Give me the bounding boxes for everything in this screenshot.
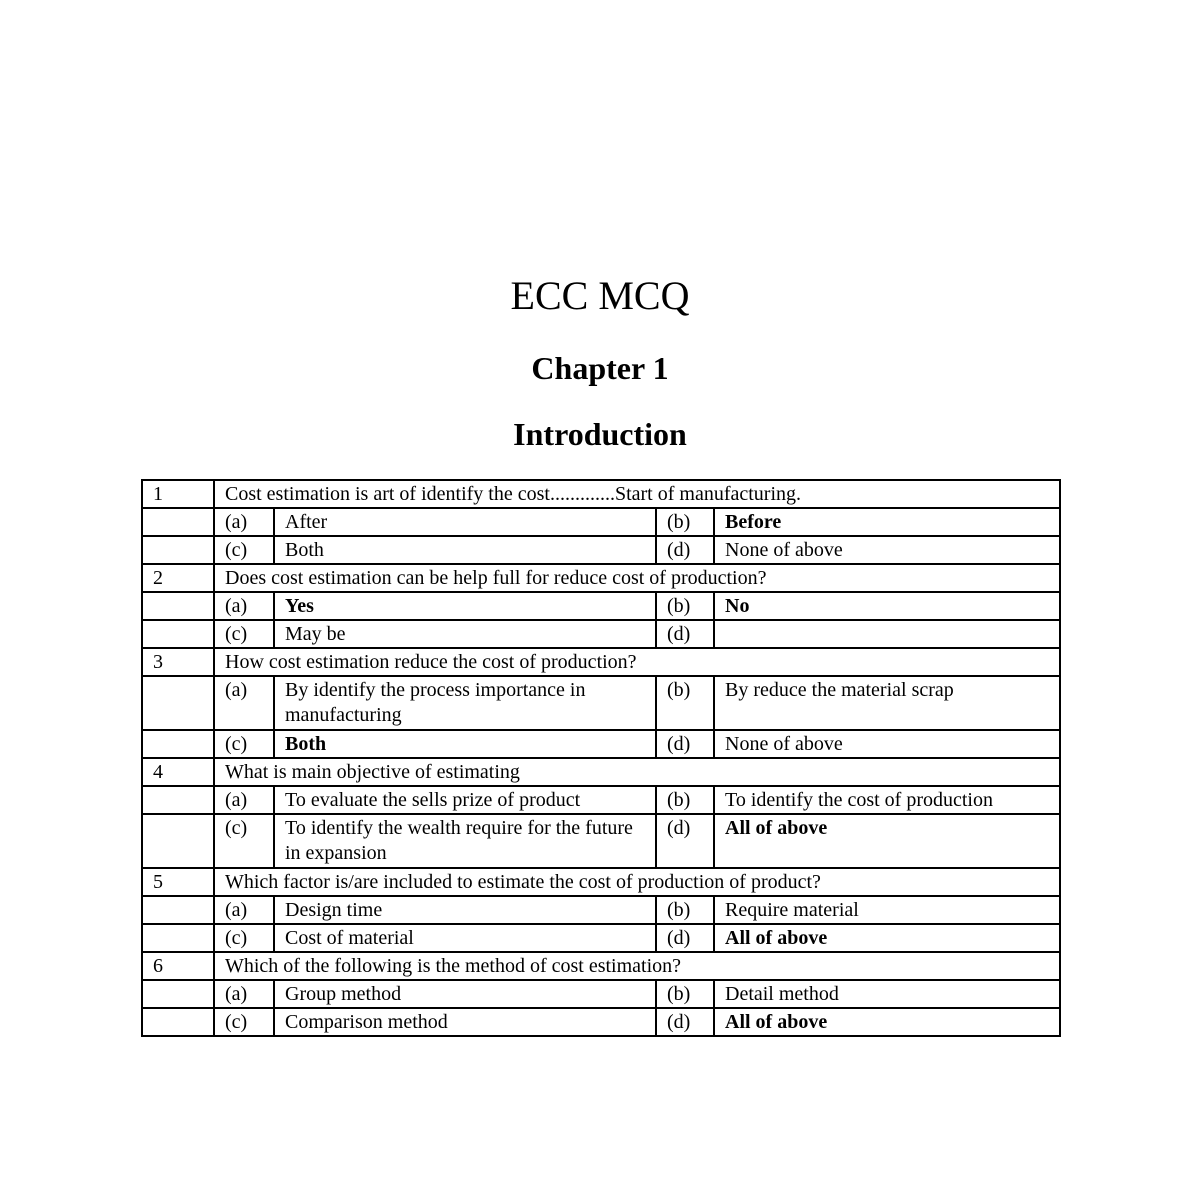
option-text: After (274, 508, 656, 536)
option-label: (a) (214, 508, 274, 536)
empty-cell (142, 676, 214, 730)
option-row (142, 536, 1060, 564)
option-row (142, 620, 1060, 648)
option-label: (a) (214, 676, 274, 730)
option-label: (b) (656, 896, 714, 924)
question-row (142, 952, 1060, 980)
question-text: Cost estimation is art of identify the cost.............Start of manufacturing. (214, 480, 1060, 508)
option-text: To evaluate the sells prize of product (274, 786, 656, 814)
option-text: To identify the cost of production (714, 786, 1060, 814)
option-label: (d) (656, 536, 714, 564)
option-label: (a) (214, 786, 274, 814)
question-row (142, 480, 1060, 508)
option-text-correct: All of above (714, 814, 1060, 868)
option-text: Comparison method (274, 1008, 656, 1036)
question-text: Which factor is/are included to estimate the cost of production of product? (214, 868, 1060, 896)
option-text: Require material (714, 896, 1060, 924)
empty-cell (142, 924, 214, 952)
empty-cell (142, 592, 214, 620)
option-label: (d) (656, 1008, 714, 1036)
option-label: (c) (214, 814, 274, 868)
option-text: Cost of material (274, 924, 656, 952)
option-label: (b) (656, 980, 714, 1008)
option-label: (c) (214, 620, 274, 648)
option-label: (b) (656, 786, 714, 814)
question-number: 1 (142, 480, 214, 508)
option-text: Design time (274, 896, 656, 924)
document-title: ECC MCQ (510, 273, 690, 318)
option-text: May be (274, 620, 656, 648)
empty-cell (142, 536, 214, 564)
question-number: 4 (142, 758, 214, 786)
mcq-table (141, 479, 1061, 1037)
option-text: Both (274, 536, 656, 564)
question-number: 6 (142, 952, 214, 980)
chapter-heading: Chapter 1 (531, 350, 669, 386)
section-heading: Introduction (513, 416, 687, 452)
option-row (142, 1008, 1060, 1036)
option-text: Detail method (714, 980, 1060, 1008)
question-row (142, 758, 1060, 786)
empty-cell (142, 980, 214, 1008)
empty-cell (142, 620, 214, 648)
option-text-correct: Both (274, 730, 656, 758)
empty-cell (142, 814, 214, 868)
option-label: (d) (656, 924, 714, 952)
option-label: (d) (656, 730, 714, 758)
option-text: None of above (714, 536, 1060, 564)
empty-cell (142, 786, 214, 814)
option-label: (b) (656, 508, 714, 536)
option-label: (c) (214, 536, 274, 564)
option-text-correct: All of above (714, 924, 1060, 952)
option-label: (c) (214, 924, 274, 952)
option-row (142, 730, 1060, 758)
empty-cell (142, 730, 214, 758)
option-row (142, 896, 1060, 924)
option-text: To identify the wealth require for the future in expansion (274, 814, 656, 868)
option-label: (c) (214, 1008, 274, 1036)
option-text: By reduce the material scrap (714, 676, 1060, 730)
question-row (142, 564, 1060, 592)
option-label: (a) (214, 592, 274, 620)
option-row (142, 786, 1060, 814)
option-row (142, 508, 1060, 536)
question-text: Does cost estimation can be help full for reduce cost of production? (214, 564, 1060, 592)
option-label: (c) (214, 730, 274, 758)
mcq-table-body (142, 480, 1060, 1036)
option-text-correct: Before (714, 508, 1060, 536)
option-text (714, 620, 1060, 648)
option-label: (b) (656, 676, 714, 730)
option-text: None of above (714, 730, 1060, 758)
question-row (142, 648, 1060, 676)
option-label: (d) (656, 814, 714, 868)
option-label: (a) (214, 980, 274, 1008)
option-text: Group method (274, 980, 656, 1008)
question-text: Which of the following is the method of cost estimation? (214, 952, 1060, 980)
question-number: 3 (142, 648, 214, 676)
question-number: 5 (142, 868, 214, 896)
option-row (142, 592, 1060, 620)
empty-cell (142, 1008, 214, 1036)
question-text: What is main objective of estimating (214, 758, 1060, 786)
option-label: (b) (656, 592, 714, 620)
option-row (142, 924, 1060, 952)
question-row (142, 868, 1060, 896)
option-row (142, 814, 1060, 868)
option-label: (a) (214, 896, 274, 924)
option-row (142, 676, 1060, 730)
question-number: 2 (142, 564, 214, 592)
option-text: By identify the process importance in manufacturing (274, 676, 656, 730)
empty-cell (142, 508, 214, 536)
option-label: (d) (656, 620, 714, 648)
option-text-correct: No (714, 592, 1060, 620)
option-row (142, 980, 1060, 1008)
question-text: How cost estimation reduce the cost of production? (214, 648, 1060, 676)
option-text-correct: Yes (274, 592, 656, 620)
option-text-correct: All of above (714, 1008, 1060, 1036)
empty-cell (142, 896, 214, 924)
